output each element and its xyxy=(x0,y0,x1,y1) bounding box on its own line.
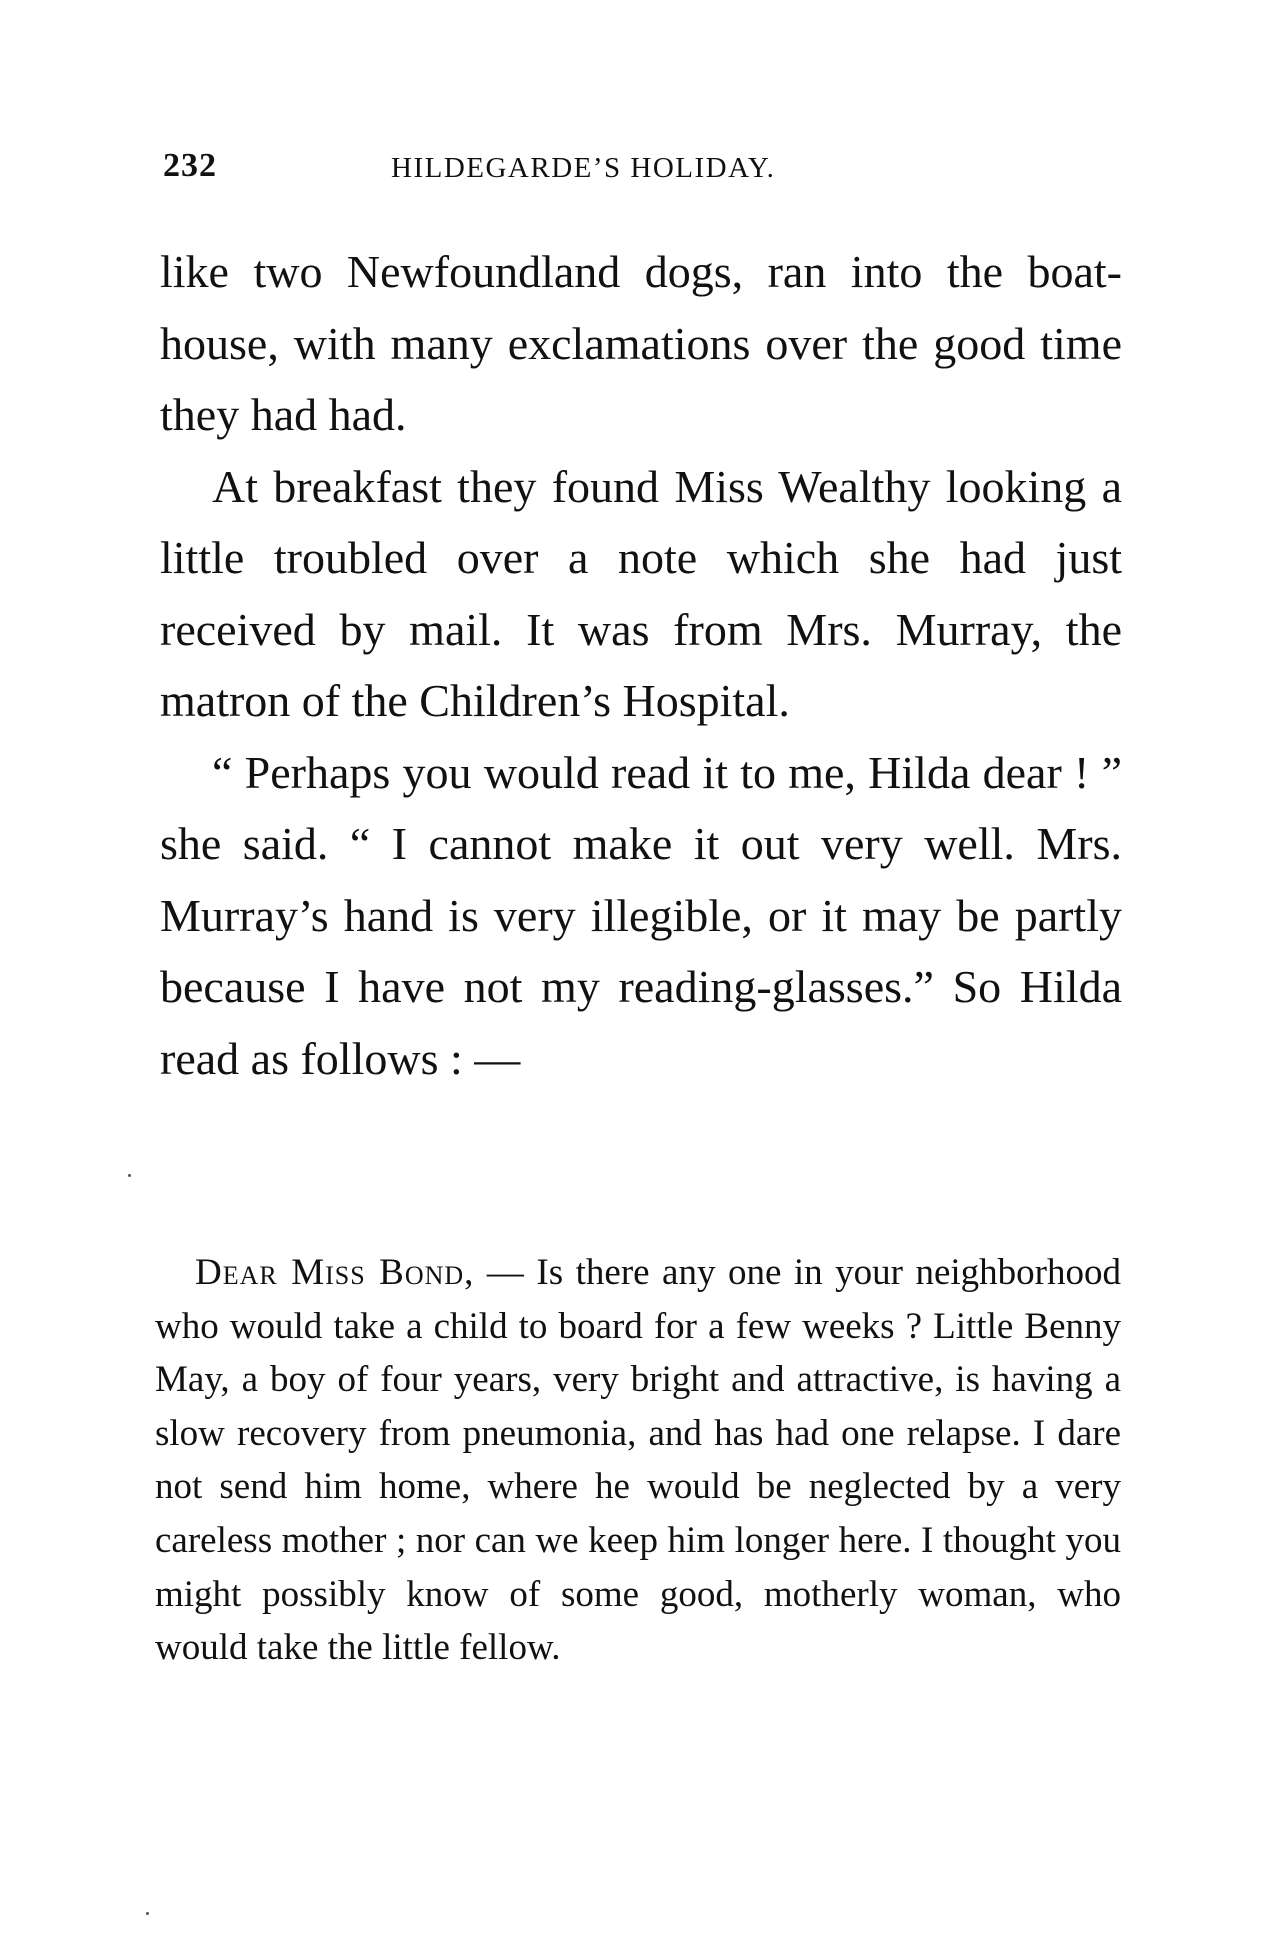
page-header xyxy=(163,147,1123,193)
print-speck xyxy=(146,1912,149,1915)
print-speck xyxy=(128,1174,131,1177)
paragraph-2: At breakfast they found Miss Wealthy looking a little troubled over a note which she had just received by mail. It was from Mrs. Murray, the matron of the Children’s Hospital. xyxy=(160,460,1122,726)
body-text xyxy=(160,236,1122,1094)
letter-text: — Is there any one in your neighborhood who would take a child to board for a few weeks ? Little Benny May, a boy of four years, very bright and attractive, is having a slow recovery from pneumonia, and has had one relapse. I dare not send him home, where he would be neglected by a very careless mother ; nor can we keep him longer here. I thought you might possibly know of some good, motherly woman, who would take the little fellow. xyxy=(155,1252,1121,1669)
letter-salutation: Dear Miss Bond, xyxy=(195,1252,475,1293)
paragraph-3: “ Perhaps you would read it to me, Hilda dear ! ” she said. “ I cannot make it out very well. Mrs. Murray’s hand is very illegible, or it may be partly because I have not my reading-glasses.” So Hilda read as follows : — xyxy=(160,746,1122,1084)
letter-paragraph xyxy=(155,1246,1121,1675)
running-title: HILDEGARDE’S HOLIDAY. xyxy=(391,152,776,184)
page-number: 232 xyxy=(163,147,217,184)
paragraph-1: like two Newfoundland dogs, ran into the boat-house, with many exclamations over the good time they had had. xyxy=(160,246,1122,440)
quoted-letter xyxy=(155,1246,1121,1675)
